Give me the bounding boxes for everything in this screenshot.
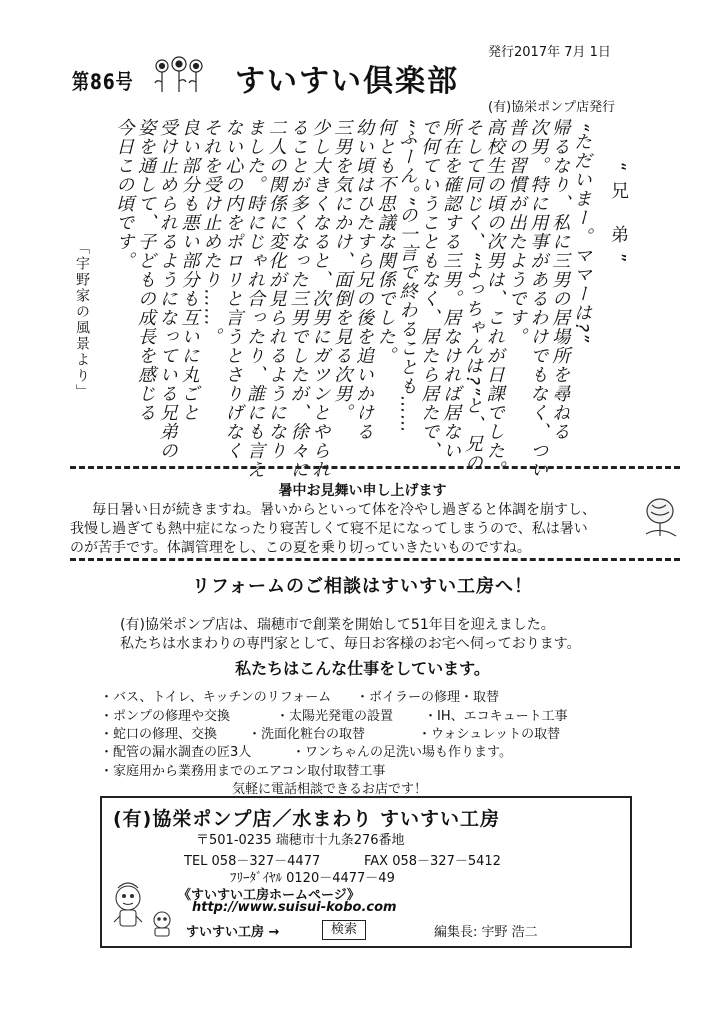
shop-address: 〒501-0235 瑞穂市十九条276番地	[196, 833, 405, 848]
essay-column: 良い部分も悪い部分も互いに丸ごと	[178, 118, 200, 422]
closing-text: 気軽に電話相談できるお店です！	[232, 782, 428, 797]
essay-column: 少し大きくなると、次男にガツンとやられ	[309, 118, 331, 479]
service-item: ・バス、トイレ、キッチンのリフォーム	[100, 690, 332, 705]
essay-column: 受け止められるようになっている兄弟の	[156, 118, 178, 460]
service-item: ・太陽光発電の設置	[276, 709, 394, 724]
service-item: ・配管の漏水調査の匠3人	[100, 745, 252, 760]
service-item: ・家庭用から業務用までのエアコン取付取替工事	[100, 764, 386, 779]
publisher: (有)協栄ポンプ店発行	[488, 100, 616, 115]
greeting-line: 我慢し過ぎても熱中症になったり寝苦しくて寝不足になってしまうので、私は暑い	[70, 521, 588, 537]
sunflower-icon	[150, 54, 208, 94]
search-prefix: すいすい工房 →	[186, 925, 280, 940]
service-item: ・ワンちゃんの足洗い場も作ります。	[292, 745, 512, 760]
mascot-icon	[108, 880, 178, 938]
greeting-title: 暑中お見舞い申し上げます	[278, 483, 447, 499]
intro-line: 私たちは水まわりの専門家として、毎日お客様のお宅へ伺っております。	[120, 636, 581, 652]
essay-column: 幼い頃はひたすら兄の後を追いかける	[353, 118, 374, 441]
essay-column: “ふーん。”の一言で終わることも……	[396, 118, 418, 434]
shop-name: (有)協栄ポンプ店／水まわり すいすい工房	[113, 808, 500, 830]
essay-column: そして同じく、“よっちゃんは?”と、兄の	[462, 118, 483, 473]
essay-title: “兄 弟”	[608, 162, 629, 273]
publish-date: 発行2017年 7月 1日	[488, 45, 611, 60]
newsletter-title: すいすい倶楽部	[235, 64, 459, 99]
essay-column: 何とも不思議な関係でした。	[374, 118, 396, 365]
divider-top	[70, 466, 680, 469]
essay-column: それを受け止めたり……。	[200, 118, 222, 346]
essay-column: ない心の内をポロリと言うとさりげなく	[222, 118, 244, 460]
tel-number: TEL 058－327－4477	[184, 854, 321, 869]
essay-column: 帰るなり、私に三男の居場所を尋ねる	[549, 118, 571, 441]
essay-column: ました。時にじゃれ合ったり、誰にも言え	[244, 118, 265, 479]
essay-column: “ただいまー。ママーは?”	[571, 122, 592, 344]
essay-caption: 「宇野家の風景より」	[74, 240, 90, 400]
essay-column: ることが多くなった三男でしたが、徐々に	[287, 118, 309, 479]
service-item: ・ウォシュレットの取替	[418, 727, 561, 742]
fax-number: FAX 058－327－5412	[364, 854, 501, 869]
issue-number: 第86号	[72, 70, 134, 96]
editor-credit: 編集長: 宇野 浩二	[434, 925, 538, 940]
freedial-number: ﾌﾘｰﾀﾞｲﾔﾙ 0120－4477－49	[230, 871, 395, 886]
search-button[interactable]: 検索	[322, 920, 366, 940]
service-item: ・洗面化粧台の取替	[248, 727, 366, 742]
essay-column: 高校生の頃の次男は、これが日課でした。	[483, 118, 505, 479]
essay-column: 今日この頃です。	[113, 118, 135, 270]
essay-column: で何ていうこともなく、居たら居たで、	[418, 118, 440, 460]
essay-column: 次男。特に用事があるわけでもなく、つい	[527, 118, 549, 479]
homepage-url[interactable]: http://www.suisui-kobo.com	[192, 900, 397, 915]
essay-column: 二人の関係に変化が見られるようになり	[265, 118, 287, 460]
greeting-line: のが苦手です。体調管理をし、この夏を乗り切っていきたいものですね。	[70, 540, 531, 556]
intro-line: (有)協栄ポンプ店は、瑞穂市で創業を開始して51年目を迎えました。	[120, 617, 555, 633]
essay-column: 普の習慣が出たようです。	[505, 118, 527, 346]
service-item: ・IH、エコキュート工事	[424, 709, 568, 724]
service-item: ・ボイラーの修理・取替	[356, 690, 500, 705]
divider-bottom	[70, 558, 680, 561]
reform-title: リフォームのご相談はすいすい工房へ！	[191, 576, 534, 597]
uchiwa-fan-icon	[642, 496, 678, 540]
essay-column: 所在を確認する三男。居なければ居ない	[440, 118, 462, 460]
service-item: ・蛇口の修理、交換	[100, 727, 218, 742]
homepage-label: 《すいすい工房ホームページ》	[178, 888, 360, 903]
essay-column: 姿を通して、子どもの成長を感じる	[135, 118, 156, 422]
service-item: ・ポンプの修理や交換	[100, 709, 231, 724]
essay-column: 三男を気にかけ、面倒を見る次男。	[331, 118, 353, 422]
work-title: 私たちはこんな仕事をしています。	[235, 659, 490, 678]
greeting-line: 毎日暑い日が続きますね。暑いからといって体を冷やし過ぎると体調を崩すし、	[92, 502, 596, 518]
